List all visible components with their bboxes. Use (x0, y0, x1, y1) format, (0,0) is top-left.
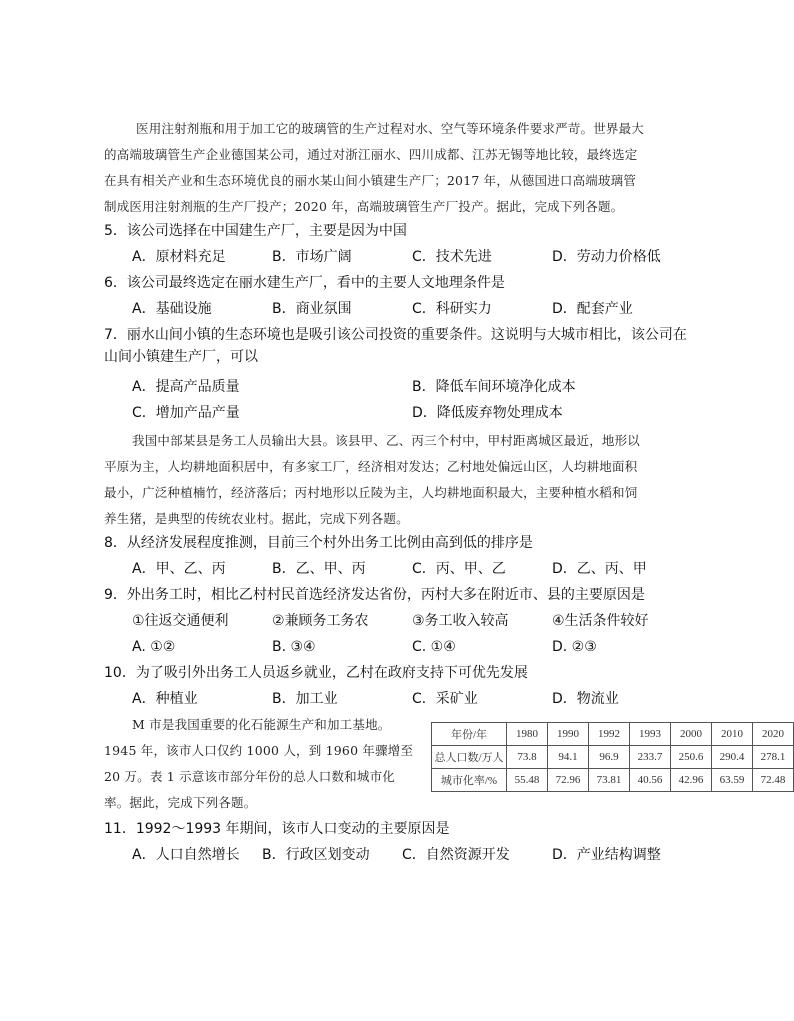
option-b[interactable]: B．行政区划变动 (262, 847, 370, 863)
passage-line: M 市是我国重要的化石能源生产和加工基地。 (132, 717, 391, 732)
question-9-statements (132, 610, 692, 632)
question-7-stem: 7．丽水山间小镇的生态环境也是吸引该公司投资的重要条件。这说明与大城市相比，该公司在 (104, 327, 687, 343)
table-header-cell: 2010 (712, 723, 753, 746)
option-d[interactable]: D．乙、丙、甲 (552, 561, 647, 577)
option-c[interactable]: C．技术先进 (412, 249, 492, 265)
population-table (431, 722, 794, 792)
table-row (432, 723, 794, 746)
option-d[interactable]: D．物流业 (552, 691, 619, 707)
option-a[interactable]: A. ①② (132, 639, 176, 655)
table-cell: 278.1 (753, 746, 794, 769)
question-9-options (132, 636, 692, 658)
option-c[interactable]: C．采矿业 (412, 691, 478, 707)
table-cell: 73.81 (589, 769, 630, 792)
question-8-stem: 8．从经济发展程度推测，目前三个村外出务工比例由高到低的排序是 (104, 535, 533, 551)
question-9-stem: 9．外出务工时，相比乙村村民首选经济发达省份，丙村大多在附近市、县的主要原因是 (104, 587, 645, 603)
table-header-cell: 1993 (630, 723, 671, 746)
passage-line: 率。据此，完成下列各题。 (104, 795, 257, 810)
option-c[interactable]: C．增加产品产量 (132, 405, 240, 421)
passage-m-city (104, 712, 424, 816)
table-cell: 40.56 (630, 769, 671, 792)
question-6-stem: 6．该公司最终选定在丽水建生产厂，看中的主要人文地理条件是 (104, 275, 505, 291)
question-11-options (132, 844, 692, 866)
passage-glass-tube (104, 116, 692, 220)
table-header-cell: 年份/年 (432, 723, 507, 746)
option-a[interactable]: A．甲、乙、丙 (132, 561, 226, 577)
table-cell: 63.59 (712, 769, 753, 792)
statement-2: ②兼顾务工务农 (272, 613, 369, 629)
question-7-stem-cont: 山间小镇建生产厂，可以 (104, 349, 258, 365)
table-header-cell: 2000 (671, 723, 712, 746)
question-6-options (132, 298, 692, 320)
option-c[interactable]: C. ①④ (412, 639, 456, 655)
table-cell: 55.48 (507, 769, 548, 792)
option-c[interactable]: C．自然资源开发 (402, 847, 510, 863)
passage-line: 最小，广泛种植楠竹，经济落后；丙村地形以丘陵为主，人均耕地面积最大，主要种植水稻和饲 (104, 485, 638, 500)
option-d[interactable]: D．产业结构调整 (552, 847, 661, 863)
question-5-stem: 5．该公司选择在中国建生产厂，主要是因为中国 (104, 223, 407, 239)
passage-line: 养生猪，是典型的传统农业村。据此，完成下列各题。 (104, 511, 409, 526)
question-10-options (132, 688, 692, 710)
passage-line: 20 万。表 1 示意该市部分年份的总人口数和城市化 (104, 769, 395, 784)
option-a[interactable]: A．人口自然增长 (132, 847, 240, 863)
option-a[interactable]: A．提高产品质量 (132, 379, 240, 395)
option-a[interactable]: A．基础设施 (132, 301, 212, 317)
question-10-stem: 10．为了吸引外出务工人员返乡就业，乙村在政府支持下可优先发展 (104, 665, 528, 681)
option-b[interactable]: B. ③④ (272, 639, 316, 655)
passage-line: 1945 年，该市人口仅约 1000 人，到 1960 年骤增至 (104, 743, 414, 758)
question-11-stem: 11．1992～1993 年期间，该市人口变动的主要原因是 (104, 821, 450, 837)
table-row (432, 746, 794, 769)
statement-1: ①往返交通便利 (132, 613, 229, 629)
passage-line: 医用注射剂瓶和用于加工它的玻璃管的生产过程对水、空气等环境条件要求严苛。世界最大 (136, 121, 645, 136)
table-cell: 73.8 (507, 746, 548, 769)
table-cell: 94.1 (548, 746, 589, 769)
table-header-cell: 2020 (753, 723, 794, 746)
option-b[interactable]: B．降低车间环境净化成本 (412, 379, 576, 395)
passage-line: 我国中部某县是务工人员输出大县。该县甲、乙、丙三个村中，甲村距离城区最近，地形以 (132, 433, 641, 448)
question-7-options-row2 (132, 402, 692, 424)
table-row (432, 769, 794, 792)
table-cell: 72.48 (753, 769, 794, 792)
option-c[interactable]: C．科研实力 (412, 301, 492, 317)
table-cell: 96.9 (589, 746, 630, 769)
option-b[interactable]: B．加工业 (272, 691, 338, 707)
table-cell: 290.4 (712, 746, 753, 769)
option-d[interactable]: D．降低废弃物处理成本 (412, 405, 563, 421)
option-a[interactable]: A．种植业 (132, 691, 198, 707)
option-d[interactable]: D．配套产业 (552, 301, 633, 317)
table-cell: 42.96 (671, 769, 712, 792)
table-header-cell: 1980 (507, 723, 548, 746)
question-7-options-row1 (132, 376, 692, 398)
option-b[interactable]: B．商业氛围 (272, 301, 352, 317)
option-d[interactable]: D．劳动力价格低 (552, 249, 661, 265)
passage-line: 制成医用注射剂瓶的生产厂投产；2020 年，高端玻璃管生产厂投产。据此，完成下列各题。 (104, 199, 624, 214)
table-row-label: 总人口数/万人 (432, 746, 507, 769)
question-5-options (132, 246, 692, 268)
passage-line: 平原为主，人均耕地面积居中，有多家工厂，经济相对发达；乙村地处偏远山区，人均耕地面积 (104, 459, 638, 474)
statement-3: ③务工收入较高 (412, 613, 509, 629)
option-b[interactable]: B．市场广阔 (272, 249, 352, 265)
statement-4: ④生活条件较好 (552, 613, 649, 629)
table-cell: 233.7 (630, 746, 671, 769)
option-b[interactable]: B．乙、甲、丙 (272, 561, 366, 577)
passage-line: 在具有相关产业和生态环境优良的丽水某山间小镇建生产厂；2017 年，从德国进口高端玻璃管 (104, 173, 637, 188)
option-d[interactable]: D. ②③ (552, 639, 597, 655)
table-cell: 72.96 (548, 769, 589, 792)
question-8-options (132, 558, 692, 580)
passage-migrant-workers (104, 428, 692, 532)
option-c[interactable]: C．丙、甲、乙 (412, 561, 506, 577)
table-row-label: 城市化率/% (432, 769, 507, 792)
passage-line: 的高端玻璃管生产企业德国某公司，通过对浙江丽水、四川成都、江苏无锡等地比较，最终选定 (104, 147, 638, 162)
table-header-cell: 1992 (589, 723, 630, 746)
table-header-cell: 1990 (548, 723, 589, 746)
table-cell: 250.6 (671, 746, 712, 769)
option-a[interactable]: A．原材料充足 (132, 249, 226, 265)
